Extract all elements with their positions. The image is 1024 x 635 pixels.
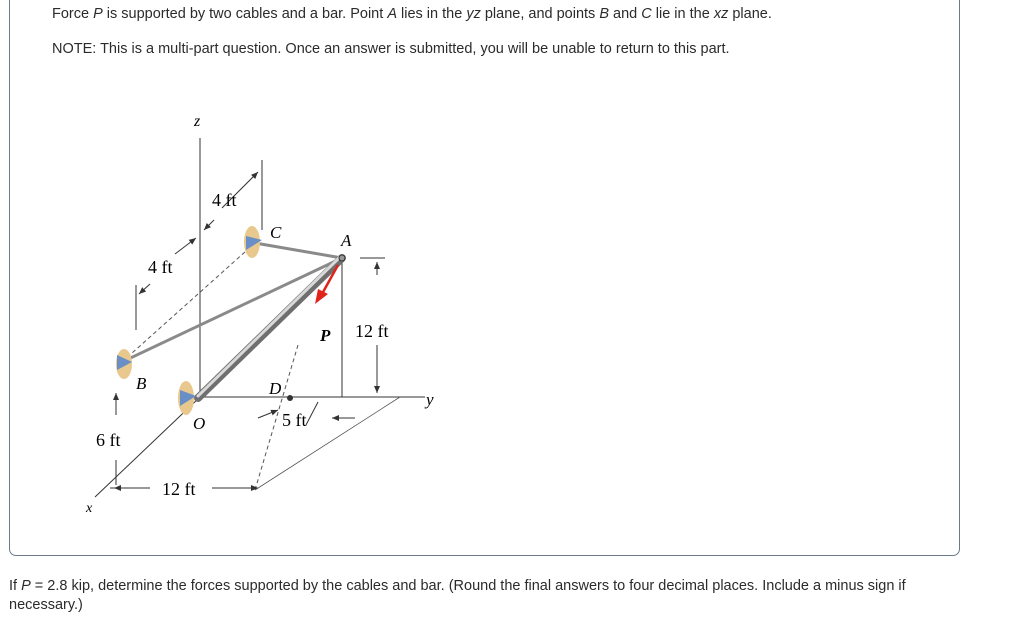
dim-label-height: 12 ft	[355, 321, 389, 341]
dim-arrow	[175, 238, 196, 254]
dim-extension	[306, 402, 318, 425]
point-a-dot	[339, 255, 345, 261]
dim-label-bottom: 12 ft	[162, 479, 196, 499]
dim-label-x: 6 ft	[96, 430, 121, 450]
axis-z-label: z	[194, 113, 201, 130]
cable-ac	[255, 243, 342, 258]
question-text: If P = 2.8 kip, determine the forces supported by the cables and bar. (Round the final answers to four decimal places. Include a minus sign if necessary.)	[9, 578, 906, 613]
dim-label-offset: 5 ft	[282, 410, 307, 430]
axis-y-label: y	[426, 390, 434, 409]
problem-figure	[80, 100, 460, 520]
axis-x-label: x	[86, 501, 93, 516]
label-a: A	[341, 231, 352, 250]
label-b: B	[136, 374, 147, 393]
label-d: D	[269, 379, 282, 398]
label-p: P	[320, 326, 331, 345]
dim-label-top: 4 ft	[212, 190, 237, 210]
statics-diagram	[80, 100, 460, 520]
label-c: C	[270, 223, 282, 242]
multi-part-note: NOTE: This is a multi-part question. Once an answer is submitted, you will be unable to return to this part.	[52, 41, 730, 57]
bar-oa-highlight	[198, 257, 340, 396]
dashed-construction-line	[122, 243, 255, 362]
dim-arrow	[139, 284, 150, 294]
label-o: O	[193, 414, 206, 433]
dim-arrow	[258, 410, 278, 418]
dim-label-left: 4 ft	[148, 257, 173, 277]
point-d-dot	[287, 395, 293, 401]
dim-arrow	[204, 220, 214, 230]
problem-statement: Force P is supported by two cables and a bar. Point A lies in the yz plane, and points B and C lie in the xz plane.	[52, 6, 772, 22]
force-p-arrowhead	[315, 289, 328, 304]
